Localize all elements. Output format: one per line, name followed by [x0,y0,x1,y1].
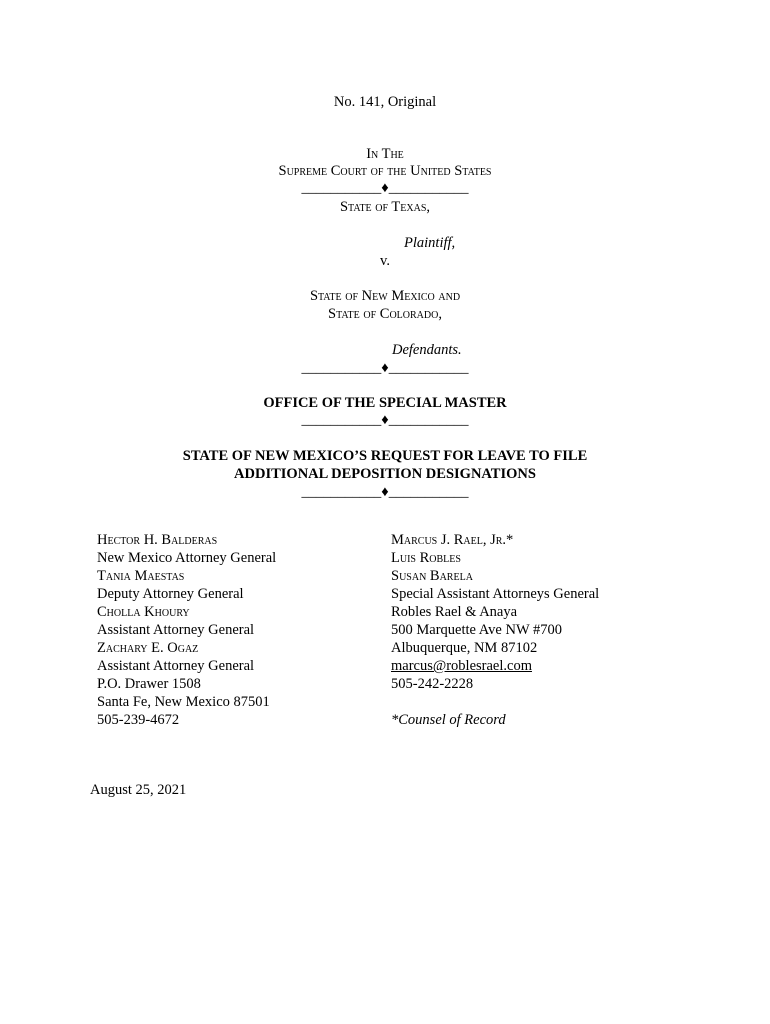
plaintiff-role: Plaintiff, [404,235,456,251]
left-counsel-block [97,531,276,729]
address-line: 500 Marquette Ave NW #700 [391,622,563,638]
right-counsel-block [391,531,599,729]
phone-number: 505-239-4672 [97,712,180,728]
counsel-title: Assistant Attorney General [97,658,255,674]
docket-number: No. 141, Original [333,94,437,110]
counsel-title: Special Assistant Attorneys General [391,586,600,602]
counsel-name: Tania Maestas [97,568,185,584]
address-line: Santa Fe, New Mexico 87501 [97,694,270,710]
counsel-title: Assistant Attorney General [97,622,255,638]
versus: v. [380,253,390,269]
court-line-2: Supreme Court of the United States [278,163,492,179]
counsel-name: Luis Robles [391,550,461,566]
defendant-role: Defendants. [392,342,462,358]
divider-1: ___________♦___________ [301,180,469,196]
counsel-name: Susan Barela [391,568,473,584]
divider-3: ___________♦___________ [301,412,469,428]
document-title-line-1: STATE OF NEW MEXICO’S REQUEST FOR LEAVE TO FILE [182,448,588,464]
defendant-line-2: State of Colorado, [328,306,442,322]
address-line: Albuquerque, NM 87102 [391,640,538,656]
court-line-1: In The [366,146,404,162]
divider-2: ___________♦___________ [301,360,469,376]
counsel-name: Hector H. Balderas [97,532,218,548]
counsel-name: Cholla Khoury [97,604,190,620]
counsel-title: New Mexico Attorney General [97,550,277,566]
counsel-name: Zachary E. Ogaz [97,640,199,656]
plaintiff-name: State of Texas, [339,199,431,215]
counsel-name: Marcus J. Rael, Jr.* [391,532,514,548]
phone-number: 505-242-2228 [391,676,474,692]
office-heading: OFFICE OF THE SPECIAL MASTER [263,395,507,411]
document-title-line-2: ADDITIONAL DEPOSITION DESIGNATIONS [234,466,536,482]
firm-name: Robles Rael & Anaya [391,604,518,620]
email-link[interactable]: marcus@roblesrael.com [391,658,532,674]
counsel-of-record-note: *Counsel of Record [391,712,506,728]
address-line: P.O. Drawer 1508 [97,676,201,692]
divider-4: ___________♦___________ [301,484,469,500]
defendant-line-1: State of New Mexico and [309,288,461,304]
filing-date: August 25, 2021 [90,782,187,798]
counsel-title: Deputy Attorney General [97,586,244,602]
